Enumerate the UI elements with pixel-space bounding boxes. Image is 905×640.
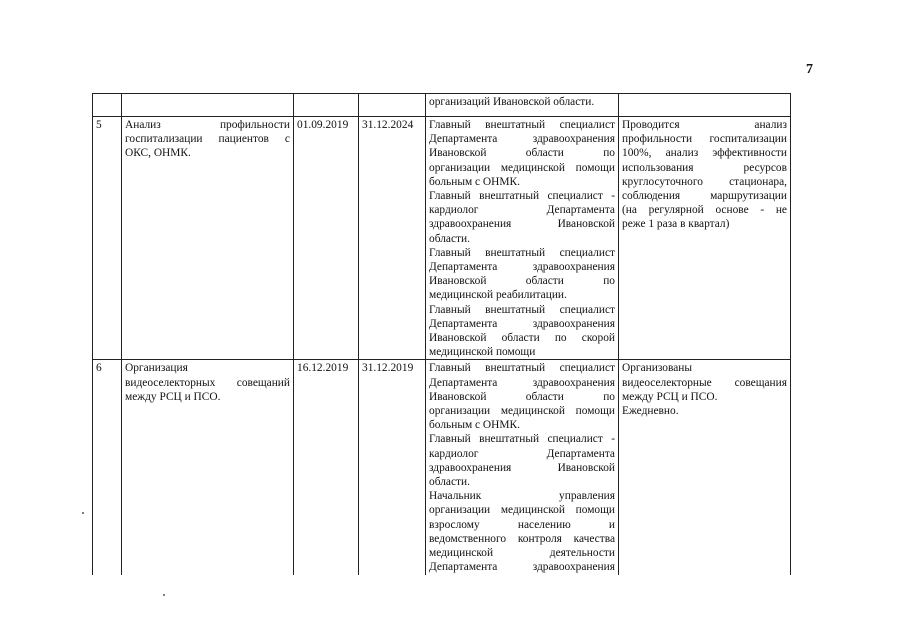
cell-event: Анализ профильности госпитализации пациентов с ОКС, ОНМК. xyxy=(122,117,294,360)
cell-event xyxy=(122,94,294,117)
cell-result xyxy=(619,94,791,117)
plan-table xyxy=(92,93,791,575)
cell-start xyxy=(294,94,359,117)
cell-num: 6 xyxy=(93,360,122,575)
table-row xyxy=(93,360,791,575)
cell-event: Организация видеоселекторных совещаний между РСЦ и ПСО. xyxy=(122,360,294,575)
scan-speck xyxy=(82,512,84,514)
cell-responsible: Главный внештатный специалист Департамента здравоохранения Ивановской области по организации медицинской помощи больным с ОНМК. Главный внештатный специалист - кардиолог Департамента здравоохранения Ивановской области. Главный внештатный специалист Департамента здравоохранения Ивановской области по медицинской реабилитации. Главный внештатный специалист Департамента здравоохранения Ивановской области по скорой медицинской помощи xyxy=(426,117,619,360)
cell-responsible: Главный внештатный специалист Департамента здравоохранения Ивановской области по организации медицинской помощи больным с ОНМК. Главный внештатный специалист - кардиолог Департамента здравоохранения Ивановской области. Начальник управления организации медицинской помощи взрослому населению и ведомственного контроля качества медицинской деятельности Департамента здравоохранения xyxy=(426,360,619,575)
scan-speck xyxy=(163,594,165,596)
cell-result: Организованы видеоселекторные совещания между РСЦ и ПСО. Ежедневно. xyxy=(619,360,791,575)
cell-end xyxy=(359,94,426,117)
cell-num xyxy=(93,94,122,117)
cell-start: 01.09.2019 xyxy=(294,117,359,360)
cell-num: 5 xyxy=(93,117,122,360)
cell-end: 31.12.2019 xyxy=(359,360,426,575)
cell-start: 16.12.2019 xyxy=(294,360,359,575)
page-number: 7 xyxy=(806,62,813,77)
cell-end: 31.12.2024 xyxy=(359,117,426,360)
cell-result: Проводится анализ профильности госпитализации 100%, анализ эффективности использования ресурсов круглосуточного стационара, соблюдения маршрутизации (на регулярной основе - не реже 1 раза в квартал) xyxy=(619,117,791,360)
cell-responsible: организаций Ивановской области. xyxy=(426,94,619,117)
table-row xyxy=(93,117,791,360)
table-row-continued xyxy=(93,94,791,117)
